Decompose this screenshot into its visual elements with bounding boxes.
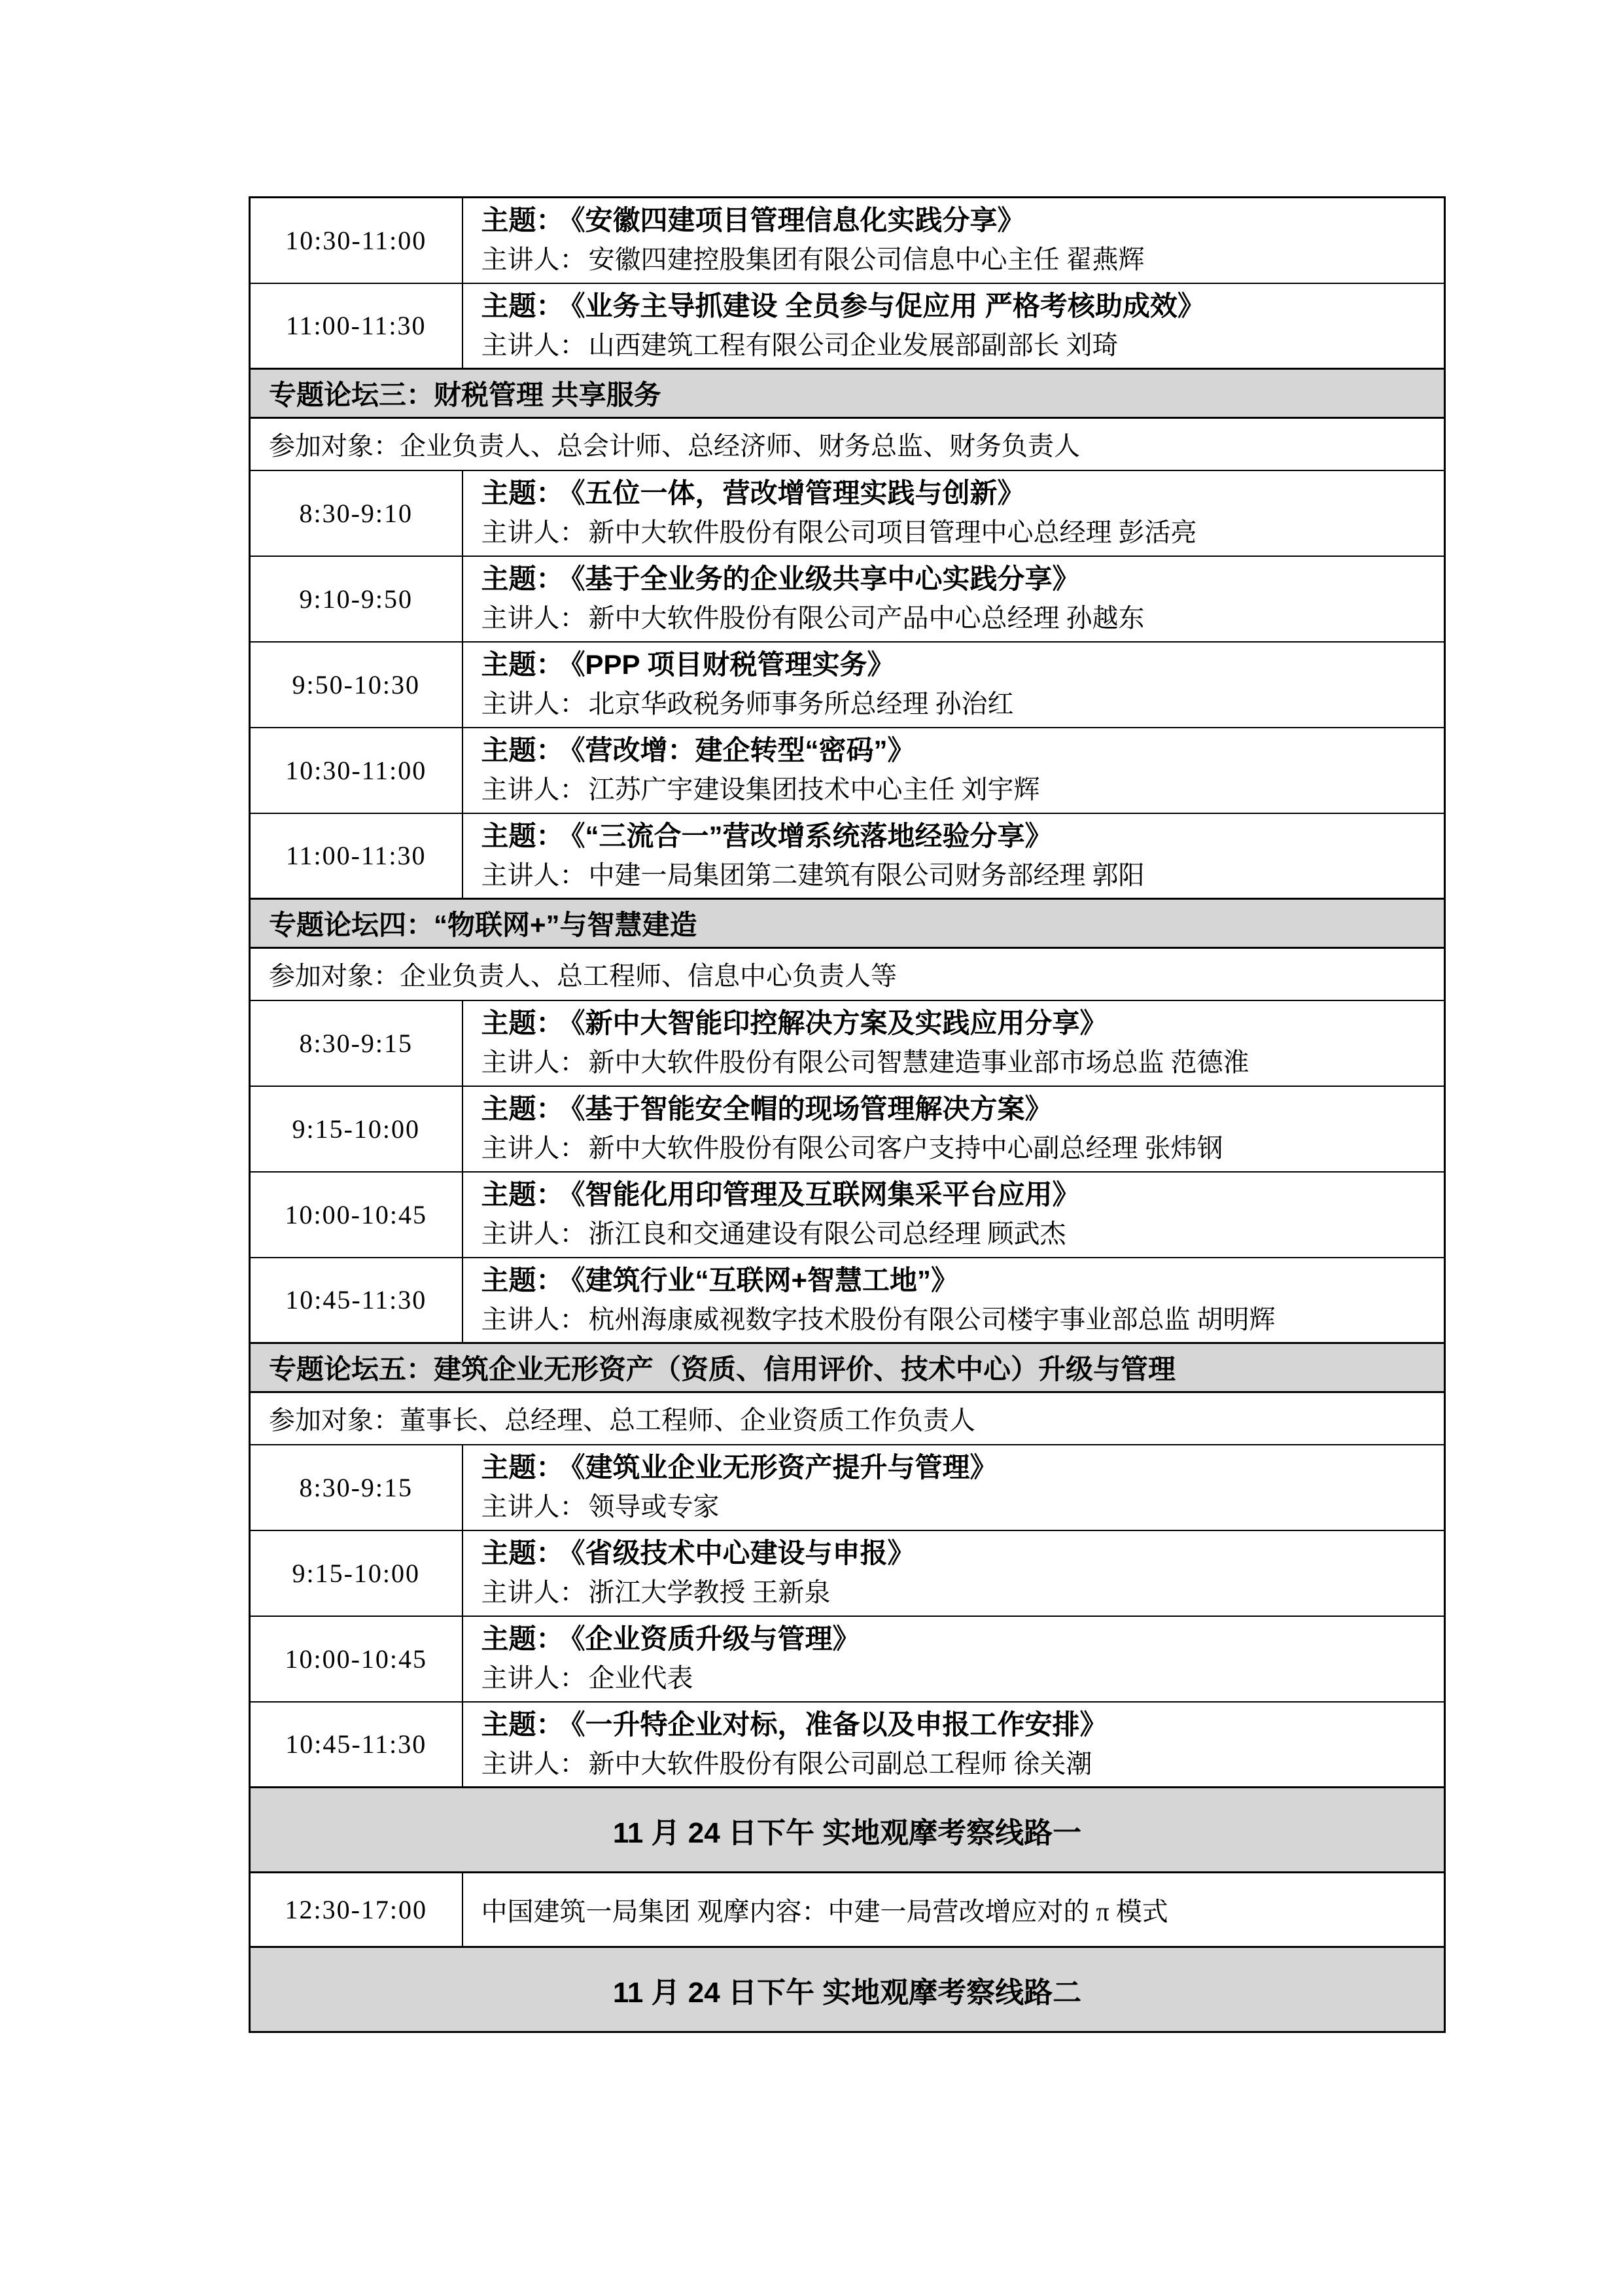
topic-title: 《营改增：建企转型“密码”》 bbox=[571, 735, 915, 766]
conference-schedule-table bbox=[249, 196, 1446, 2033]
topic-label: 主题： bbox=[481, 1708, 564, 1740]
topic-line bbox=[481, 1175, 1431, 1214]
speaker-label: 主讲人： bbox=[481, 1578, 586, 1607]
topic-label: 主题： bbox=[481, 205, 564, 236]
topic-line bbox=[481, 731, 1431, 770]
session-row bbox=[250, 728, 1445, 813]
audience-row-text: 参加对象：企业负责人、总会计师、总经济师、财务总监、财务负责人 bbox=[250, 418, 1445, 470]
topic-title: 《建筑行业“互联网+智慧工地”》 bbox=[571, 1264, 959, 1296]
session-content bbox=[462, 728, 1445, 813]
topic-label: 主题： bbox=[481, 563, 564, 594]
topic-line bbox=[481, 287, 1431, 326]
speaker-label: 主讲人： bbox=[481, 1748, 586, 1778]
banner-row bbox=[250, 1947, 1445, 2032]
speaker-label: 主讲人： bbox=[481, 1048, 586, 1077]
forum-header-row bbox=[250, 899, 1445, 948]
session-row bbox=[250, 556, 1445, 642]
topic-line bbox=[481, 559, 1431, 599]
topic-title: 《基于智能安全帽的现场管理解决方案》 bbox=[571, 1093, 1053, 1124]
speaker-line bbox=[481, 1300, 1431, 1339]
speaker-text: 杭州海康威视数字技术股份有限公司楼宇事业部总监 胡明辉 bbox=[588, 1304, 1276, 1334]
session-time: 9:50-10:30 bbox=[250, 642, 462, 728]
session-row bbox=[250, 1172, 1445, 1258]
session-content bbox=[462, 1258, 1445, 1343]
session-time: 9:15-10:00 bbox=[250, 1530, 462, 1616]
speaker-line bbox=[481, 1043, 1431, 1082]
session-time: 10:45-11:30 bbox=[250, 1258, 462, 1343]
topic-title: 《PPP 项目财税管理实务》 bbox=[571, 649, 895, 680]
speaker-text: 新中大软件股份有限公司项目管理中心总经理 彭活亮 bbox=[588, 518, 1197, 547]
session-time: 11:00-11:30 bbox=[250, 283, 462, 369]
topic-label: 主题： bbox=[481, 1452, 564, 1483]
session-content bbox=[462, 1086, 1445, 1172]
topic-title: 《五位一体，营改增管理实践与创新》 bbox=[571, 478, 1025, 508]
speaker-text: 北京华政税务师事务所总经理 孙治红 bbox=[588, 689, 1014, 718]
speaker-text: 浙江良和交通建设有限公司总经理 顾武杰 bbox=[588, 1219, 1066, 1248]
audience-row bbox=[250, 418, 1445, 470]
topic-label: 主题： bbox=[481, 478, 564, 508]
speaker-text: 山西建筑工程有限公司企业发展部副部长 刘琦 bbox=[588, 330, 1119, 360]
topic-line bbox=[481, 645, 1431, 684]
audience-row bbox=[250, 1392, 1445, 1445]
speaker-label: 主讲人： bbox=[481, 775, 586, 804]
session-time: 9:10-9:50 bbox=[250, 556, 462, 642]
session-time: 10:45-11:30 bbox=[250, 1702, 462, 1788]
topic-line bbox=[481, 817, 1431, 856]
speaker-text: 新中大软件股份有限公司产品中心总经理 孙越东 bbox=[588, 603, 1145, 633]
speaker-label: 主讲人： bbox=[481, 1663, 586, 1693]
speaker-text: 企业代表 bbox=[588, 1663, 693, 1693]
session-row bbox=[250, 198, 1445, 283]
session-row bbox=[250, 1258, 1445, 1343]
banner-row-text: 11 月 24 日下午 实地观摩考察线路二 bbox=[250, 1947, 1445, 2032]
speaker-line bbox=[481, 1487, 1431, 1527]
session-content bbox=[462, 1530, 1445, 1616]
session-content bbox=[462, 1445, 1445, 1530]
speaker-line bbox=[481, 1744, 1431, 1784]
topic-line bbox=[481, 201, 1431, 240]
speaker-text: 浙江大学教授 王新泉 bbox=[588, 1578, 831, 1607]
topic-title: 《一升特企业对标，准备以及申报工作安排》 bbox=[571, 1708, 1108, 1740]
speaker-line bbox=[481, 770, 1431, 809]
topic-title: 《省级技术中心建设与申报》 bbox=[571, 1538, 915, 1568]
visit-time: 12:30-17:00 bbox=[250, 1873, 462, 1947]
forum-header-row-text: 专题论坛三：财税管理 共享服务 bbox=[250, 369, 1445, 418]
topic-line bbox=[481, 1705, 1431, 1744]
topic-title: 《“三流合一”营改增系统落地经验分享》 bbox=[571, 820, 1053, 851]
session-content bbox=[462, 283, 1445, 369]
session-time: 10:30-11:00 bbox=[250, 728, 462, 813]
forum-header-row bbox=[250, 1343, 1445, 1392]
forum-header-row-text: 专题论坛四：“物联网+”与智慧建造 bbox=[250, 899, 1445, 948]
session-content bbox=[462, 1616, 1445, 1702]
topic-label: 主题： bbox=[481, 1093, 564, 1124]
speaker-label: 主讲人： bbox=[481, 689, 586, 718]
audience-row bbox=[250, 948, 1445, 1000]
session-row bbox=[250, 813, 1445, 899]
session-time: 9:15-10:00 bbox=[250, 1086, 462, 1172]
topic-line bbox=[481, 474, 1431, 513]
session-row bbox=[250, 1445, 1445, 1530]
speaker-line bbox=[481, 513, 1431, 552]
speaker-label: 主讲人： bbox=[481, 518, 586, 547]
session-time: 8:30-9:15 bbox=[250, 1000, 462, 1086]
forum-header-row-text: 专题论坛五：建筑企业无形资产（资质、信用评价、技术中心）升级与管理 bbox=[250, 1343, 1445, 1392]
speaker-line bbox=[481, 856, 1431, 895]
speaker-label: 主讲人： bbox=[481, 1219, 586, 1248]
speaker-text: 新中大软件股份有限公司副总工程师 徐关潮 bbox=[588, 1748, 1092, 1778]
topic-line bbox=[481, 1261, 1431, 1300]
speaker-label: 主讲人： bbox=[481, 245, 586, 275]
topic-label: 主题： bbox=[481, 1538, 564, 1568]
topic-line bbox=[481, 1089, 1431, 1129]
topic-line bbox=[481, 1004, 1431, 1043]
speaker-label: 主讲人： bbox=[481, 1133, 586, 1163]
topic-title: 《智能化用印管理及互联网集采平台应用》 bbox=[571, 1179, 1080, 1210]
speaker-text: 江苏广宇建设集团技术中心主任 刘宇辉 bbox=[588, 775, 1040, 804]
session-row bbox=[250, 470, 1445, 556]
session-row bbox=[250, 1616, 1445, 1702]
session-row bbox=[250, 283, 1445, 369]
schedule-rows bbox=[250, 198, 1445, 2032]
visit-description: 中国建筑一局集团 观摩内容：中建一局营改增应对的 π 模式 bbox=[462, 1873, 1445, 1947]
topic-label: 主题： bbox=[481, 649, 564, 680]
speaker-text: 新中大软件股份有限公司客户支持中心副总经理 张炜钢 bbox=[588, 1133, 1223, 1163]
topic-title: 《基于全业务的企业级共享中心实践分享》 bbox=[571, 563, 1080, 594]
session-row bbox=[250, 1702, 1445, 1788]
topic-label: 主题： bbox=[481, 1264, 564, 1296]
speaker-line bbox=[481, 1214, 1431, 1254]
topic-label: 主题： bbox=[481, 1008, 564, 1038]
topic-label: 主题： bbox=[481, 735, 564, 766]
speaker-line bbox=[481, 684, 1431, 724]
topic-title: 《企业资质升级与管理》 bbox=[571, 1623, 860, 1654]
speaker-line bbox=[481, 1129, 1431, 1168]
speaker-text: 新中大软件股份有限公司智慧建造事业部市场总监 范德淮 bbox=[588, 1048, 1249, 1077]
topic-label: 主题： bbox=[481, 290, 564, 321]
session-time: 10:00-10:45 bbox=[250, 1172, 462, 1258]
speaker-line bbox=[481, 326, 1431, 365]
session-content bbox=[462, 1702, 1445, 1788]
session-content bbox=[462, 1172, 1445, 1258]
session-content bbox=[462, 556, 1445, 642]
topic-title: 《建筑业企业无形资产提升与管理》 bbox=[571, 1452, 998, 1483]
speaker-text: 安徽四建控股集团有限公司信息中心主任 翟燕辉 bbox=[588, 245, 1145, 275]
topic-title: 《新中大智能印控解决方案及实践应用分享》 bbox=[571, 1008, 1108, 1038]
session-time: 10:30-11:00 bbox=[250, 198, 462, 283]
topic-line bbox=[481, 1448, 1431, 1487]
session-content bbox=[462, 813, 1445, 899]
session-content bbox=[462, 198, 1445, 283]
speaker-label: 主讲人： bbox=[481, 330, 586, 360]
visit-row bbox=[250, 1873, 1445, 1947]
session-content bbox=[462, 642, 1445, 728]
session-row bbox=[250, 1000, 1445, 1086]
speaker-line bbox=[481, 1573, 1431, 1612]
topic-label: 主题： bbox=[481, 1179, 564, 1210]
session-row bbox=[250, 642, 1445, 728]
audience-row-text: 参加对象：企业负责人、总工程师、信息中心负责人等 bbox=[250, 948, 1445, 1000]
session-time: 10:00-10:45 bbox=[250, 1616, 462, 1702]
banner-row-text: 11 月 24 日下午 实地观摩考察线路一 bbox=[250, 1788, 1445, 1873]
speaker-text: 中建一局集团第二建筑有限公司财务部经理 郭阳 bbox=[588, 860, 1145, 890]
speaker-line bbox=[481, 599, 1431, 638]
session-time: 8:30-9:10 bbox=[250, 470, 462, 556]
speaker-label: 主讲人： bbox=[481, 603, 586, 633]
topic-title: 《安徽四建项目管理信息化实践分享》 bbox=[571, 205, 1025, 236]
topic-line bbox=[481, 1534, 1431, 1573]
speaker-line bbox=[481, 240, 1431, 279]
speaker-label: 主讲人： bbox=[481, 1304, 586, 1334]
speaker-label: 主讲人： bbox=[481, 860, 586, 890]
topic-line bbox=[481, 1619, 1431, 1659]
topic-title: 《业务主导抓建设 全员参与促应用 严格考核助成效》 bbox=[571, 290, 1205, 321]
speaker-text: 领导或专家 bbox=[588, 1492, 720, 1521]
session-content bbox=[462, 1000, 1445, 1086]
topic-label: 主题： bbox=[481, 1623, 564, 1654]
session-time: 8:30-9:15 bbox=[250, 1445, 462, 1530]
session-content bbox=[462, 470, 1445, 556]
session-row bbox=[250, 1530, 1445, 1616]
banner-row bbox=[250, 1788, 1445, 1873]
forum-header-row bbox=[250, 369, 1445, 418]
session-time: 11:00-11:30 bbox=[250, 813, 462, 899]
audience-row-text: 参加对象：董事长、总经理、总工程师、企业资质工作负责人 bbox=[250, 1392, 1445, 1445]
speaker-label: 主讲人： bbox=[481, 1492, 586, 1521]
session-row bbox=[250, 1086, 1445, 1172]
topic-label: 主题： bbox=[481, 820, 564, 851]
speaker-line bbox=[481, 1659, 1431, 1698]
